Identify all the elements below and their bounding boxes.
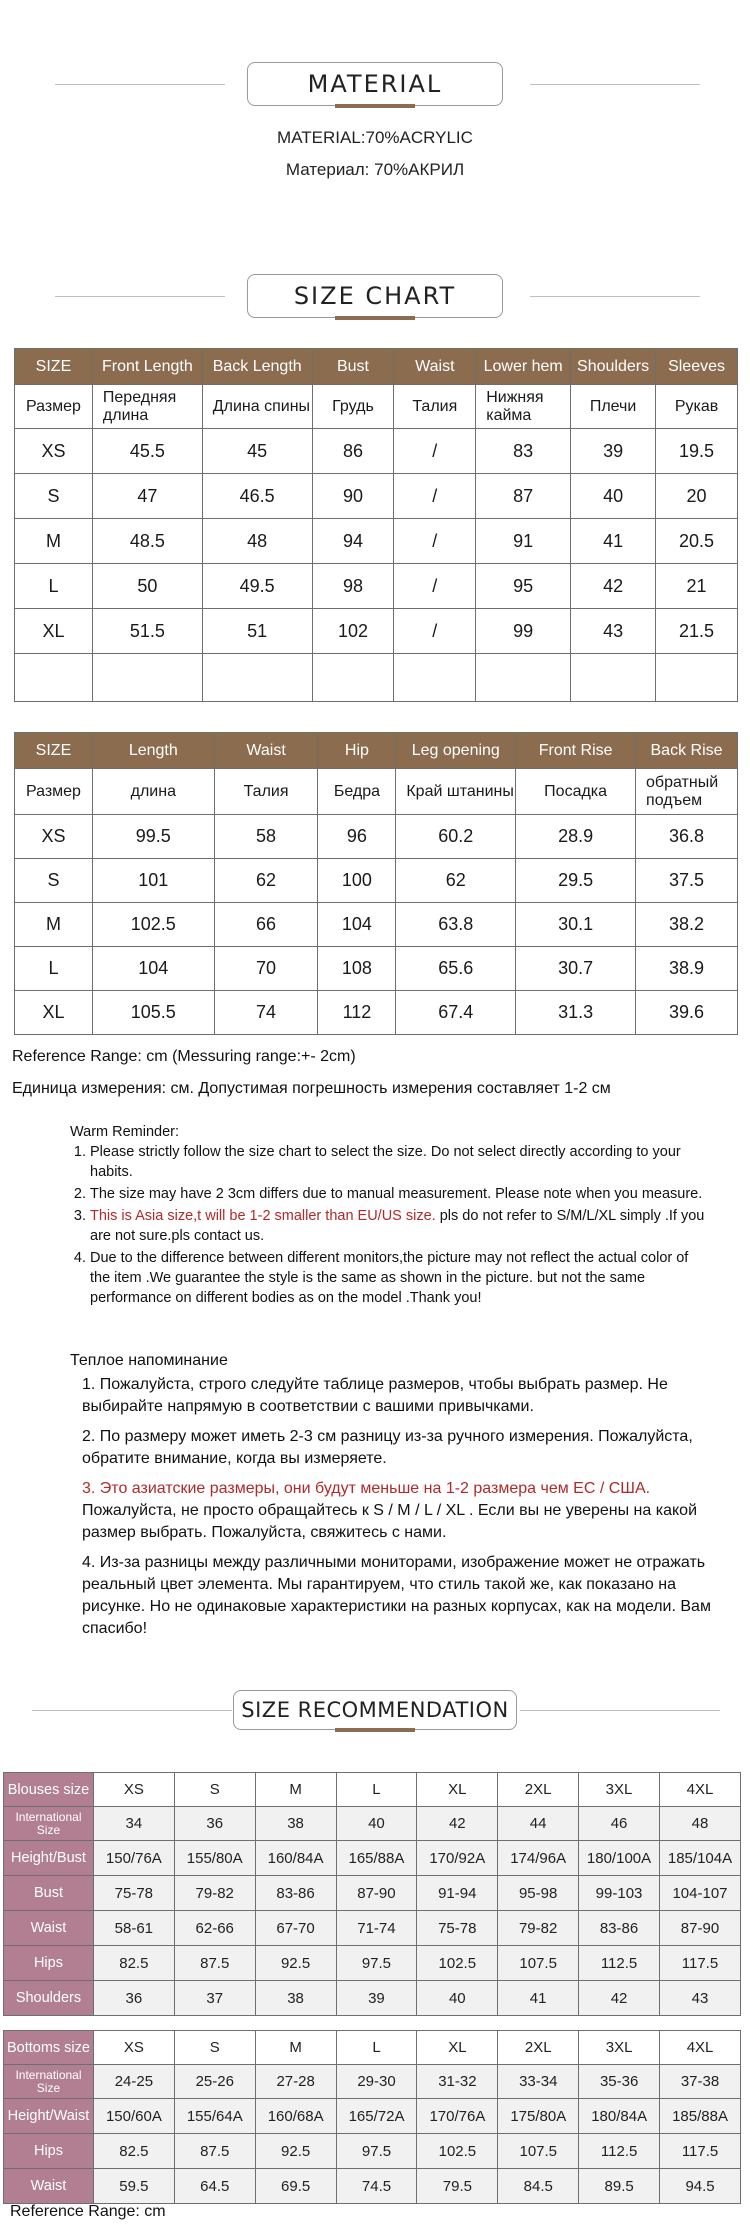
table-cell: 35-36	[579, 2065, 660, 2099]
warm-reminder-en	[70, 1122, 710, 1308]
table-cell: 47	[92, 474, 202, 519]
table-cell: 48.5	[92, 519, 202, 564]
table-row	[15, 474, 738, 519]
table-cell: L	[336, 2031, 417, 2065]
table-cell: 170/76A	[417, 2099, 498, 2134]
table-row	[15, 859, 738, 903]
table-cell: 58	[214, 815, 318, 859]
table-row	[4, 1841, 741, 1876]
table-cell: 62	[214, 859, 318, 903]
table-cell: 104-107	[659, 1876, 740, 1911]
table-row	[4, 2099, 741, 2134]
table-cell: 36.8	[636, 815, 738, 859]
table-cell: 4XL	[660, 2031, 741, 2065]
table-cell: L	[336, 1773, 417, 1807]
table-cell: 33-34	[498, 2065, 579, 2099]
table-cell: L	[15, 947, 93, 991]
table-cell: 19.5	[656, 429, 738, 474]
table-header: SIZE	[15, 733, 93, 769]
table-cell: 29-30	[336, 2065, 417, 2099]
table-cell: 70	[214, 947, 318, 991]
table-header: SIZE	[15, 349, 93, 385]
table-cell: 150/76A	[93, 1841, 174, 1876]
table-cell: 98	[312, 564, 394, 609]
table-cell: 87.5	[174, 1946, 255, 1981]
table-cell: /	[394, 474, 476, 519]
table-cell: S	[15, 859, 93, 903]
table-cell: 38.2	[636, 903, 738, 947]
table-cell: 20.5	[656, 519, 738, 564]
table-row	[4, 1876, 741, 1911]
table-cell: 104	[318, 903, 396, 947]
table-cell: 84.5	[498, 2169, 579, 2204]
table-cell: 99	[476, 609, 571, 654]
reminder-paragraph-ru: 2. По размеру может иметь 2-3 см разницу из-за ручного измерения. Пожалуйста, обратите внимание, когда вы измеряете.	[82, 1428, 693, 1467]
table-row	[4, 1946, 741, 1981]
table-header: Sleeves	[656, 349, 738, 385]
empty-cell	[312, 654, 394, 702]
table-cell: 41	[571, 519, 656, 564]
table-cell: 58-61	[93, 1911, 174, 1946]
material-section-header	[0, 62, 750, 106]
table-cell: 62	[396, 859, 516, 903]
reminder-item: 1. Please strictly follow the size chart to select the size. Do not select directly according to your habits.	[90, 1142, 710, 1182]
table-cell: 170/92A	[417, 1841, 498, 1876]
table-cell: 94.5	[660, 2169, 741, 2204]
table-cell: 102.5	[417, 1946, 498, 1981]
table-row	[15, 903, 738, 947]
table-cell: 155/80A	[174, 1841, 255, 1876]
table-cell: 49.5	[202, 564, 312, 609]
table-cell: 105.5	[92, 991, 214, 1035]
table-cell: 117.5	[659, 1946, 740, 1981]
table-cell: 39	[571, 429, 656, 474]
empty-cell	[92, 654, 202, 702]
reminder-text-ru: Пожалуйста, не просто обращайтесь к S / M / L / XL . Если вы не уверены на какой размер выбрать. Пожалуйста, свяжитесь с нами.	[82, 1502, 697, 1541]
row-label: Hips	[4, 1946, 94, 1981]
table-cell: 40	[336, 1807, 417, 1841]
table-cell: 41	[498, 1981, 579, 2016]
table-cell: XS	[15, 429, 93, 474]
table-cell: 107.5	[498, 2134, 579, 2169]
table-row-empty	[15, 654, 738, 702]
empty-cell	[476, 654, 571, 702]
table-cell: 75-78	[417, 1911, 498, 1946]
table-cell: 101	[92, 859, 214, 903]
bottom-size-table	[14, 732, 738, 1035]
top-size-table	[14, 348, 738, 702]
reminder-item-text: Due to the difference between different monitors,the picture may not reflect the actual color of the item .We guarantee the style is the same as shown in the picture. but not the same performance on different bodies as on the model .Thank you!	[90, 1250, 689, 1306]
table-cell: 46	[579, 1807, 660, 1841]
table-header: Length	[92, 733, 214, 769]
table-cell: 42	[417, 1807, 498, 1841]
table-cell: 38	[255, 1807, 336, 1841]
size-chart-heading-pill	[247, 274, 503, 318]
table-cell: 165/72A	[336, 2099, 417, 2134]
blouses-recommendation-table	[3, 1772, 741, 2016]
table-cell: 95-98	[498, 1876, 579, 1911]
table-header-ru: Размер	[15, 385, 93, 429]
table-cell: 97.5	[336, 1946, 417, 1981]
material-heading: MATERIAL	[307, 70, 443, 98]
empty-cell	[656, 654, 738, 702]
table-cell: 36	[174, 1807, 255, 1841]
table-cell: 185/104A	[659, 1841, 740, 1876]
divider-left	[55, 296, 225, 297]
table-cell: 100	[318, 859, 396, 903]
table-cell: 107.5	[498, 1946, 579, 1981]
table-cell: L	[15, 564, 93, 609]
table-cell: 82.5	[93, 1946, 174, 1981]
row-label: International Size	[4, 1807, 94, 1841]
table-row	[4, 2031, 741, 2065]
table-row	[4, 2134, 741, 2169]
table-cell: 69.5	[255, 2169, 336, 2204]
table-row	[4, 2169, 741, 2204]
table-header: Shoulders	[571, 349, 656, 385]
table-cell: 83-86	[579, 1911, 660, 1946]
table-cell: 74	[214, 991, 318, 1035]
heading-accent-bar	[335, 316, 415, 320]
table-cell: 64.5	[174, 2169, 255, 2204]
table-cell: 91-94	[417, 1876, 498, 1911]
row-label: Bottoms size	[4, 2031, 94, 2065]
table-cell: 92.5	[255, 1946, 336, 1981]
table-cell: 74.5	[336, 2169, 417, 2204]
reference-range-en: Reference Range: cm (Messuring range:+- 2cm)	[12, 1048, 356, 1065]
table-cell: S	[174, 1773, 255, 1807]
row-label: Height/Bust	[4, 1841, 94, 1876]
table-cell: 180/84A	[579, 2099, 660, 2134]
divider-right	[530, 84, 700, 85]
table-cell: 92.5	[255, 2134, 336, 2169]
table-cell: 102.5	[417, 2134, 498, 2169]
table-row	[4, 2065, 741, 2099]
table-cell: 112.5	[579, 1946, 660, 1981]
divider-left	[32, 1710, 232, 1711]
row-label: Shoulders	[4, 1981, 94, 2016]
table-cell: 65.6	[396, 947, 516, 991]
reminder-paragraph-ru	[70, 1478, 720, 1544]
table-header: Front Length	[92, 349, 202, 385]
table-row	[15, 947, 738, 991]
table-row	[15, 815, 738, 859]
table-cell: XS	[93, 1773, 174, 1807]
table-cell: S	[174, 2031, 255, 2065]
table-cell: 79-82	[174, 1876, 255, 1911]
reminder-item-warning: This is Asia size,t will be 1-2 smaller than EU/US size.	[90, 1208, 436, 1224]
table-cell: 160/68A	[255, 2099, 336, 2134]
size-chart-heading: SIZE CHART	[293, 282, 457, 310]
table-cell: 43	[571, 609, 656, 654]
table-header-ru: Размер	[15, 769, 93, 815]
table-cell: 62-66	[174, 1911, 255, 1946]
table-cell: S	[15, 474, 93, 519]
table-header-row	[15, 733, 738, 769]
reminder-item-text: pls do not refer to S/M/L/XL simply .If you are not sure.pls contact us.	[90, 1208, 705, 1244]
row-label: Blouses size	[4, 1773, 94, 1807]
table-header-row-ru	[15, 385, 738, 429]
table-cell: 60.2	[396, 815, 516, 859]
table-cell: 97.5	[336, 2134, 417, 2169]
divider-right	[530, 296, 700, 297]
table-cell: 82.5	[93, 2134, 174, 2169]
reminder-paragraph-ru: 4. Из-за разницы между различными мониторами, изображение может не отражать реальный цвет элемента. Мы гарантируем, что стиль такой же, как показано на рисунке. Но не одинаковые характеристики на разных корпусах, как на модели. Вам спасибо!	[82, 1554, 711, 1637]
row-label: Waist	[4, 2169, 94, 2204]
table-cell: 50	[92, 564, 202, 609]
divider-right	[520, 1710, 720, 1711]
reminder-item	[90, 1184, 710, 1204]
table-cell: 45.5	[92, 429, 202, 474]
table-cell: 102	[312, 609, 394, 654]
table-cell: 30.7	[516, 947, 636, 991]
reminder-item	[90, 1248, 710, 1308]
table-cell: 99.5	[92, 815, 214, 859]
size-recommendation-section-header	[0, 1690, 750, 1730]
table-cell: 2XL	[498, 2031, 579, 2065]
table-cell: 59.5	[93, 2169, 174, 2204]
table-header-ru: длина	[92, 769, 214, 815]
table-cell: 102.5	[92, 903, 214, 947]
reminder-title-ru: Теплое напоминание	[70, 1352, 228, 1369]
size-recommendation-heading-pill	[233, 1690, 517, 1730]
table-cell: 45	[202, 429, 312, 474]
table-cell: 39.6	[636, 991, 738, 1035]
table-cell: 108	[318, 947, 396, 991]
material-line-ru: Материал: 70%АКРИЛ	[285, 160, 465, 179]
empty-cell	[394, 654, 476, 702]
table-cell: 117.5	[660, 2134, 741, 2169]
table-cell: 83	[476, 429, 571, 474]
table-cell: 175/80A	[498, 2099, 579, 2134]
table-cell: 44	[498, 1807, 579, 1841]
table-cell: 21.5	[656, 609, 738, 654]
table-cell: XL	[15, 991, 93, 1035]
table-cell: 67-70	[255, 1911, 336, 1946]
table-cell: 28.9	[516, 815, 636, 859]
empty-cell	[202, 654, 312, 702]
table-cell: 112	[318, 991, 396, 1035]
table-cell: /	[394, 429, 476, 474]
reminder-item-text: The size may have 2 3cm differs due to manual measurement. Please note when you measure.	[90, 1186, 703, 1202]
table-cell: /	[394, 609, 476, 654]
divider-left	[55, 84, 225, 85]
reminder-title: Warm Reminder:	[70, 1124, 180, 1140]
row-label: Hips	[4, 2134, 94, 2169]
table-cell: 75-78	[93, 1876, 174, 1911]
table-cell: 165/88A	[336, 1841, 417, 1876]
table-cell: 27-28	[255, 2065, 336, 2099]
table-cell: 89.5	[579, 2169, 660, 2204]
table-header-ru: Талия	[394, 385, 476, 429]
reminder-warning-ru: 3. Это азиатские размеры, они будут меньше на 1-2 размера чем EC / США.	[82, 1480, 651, 1497]
heading-accent-bar	[335, 104, 415, 108]
table-cell: 42	[571, 564, 656, 609]
table-cell: 180/100A	[579, 1841, 660, 1876]
size-chart-section-header	[0, 274, 750, 318]
table-cell: XL	[15, 609, 93, 654]
table-cell: 51	[202, 609, 312, 654]
table-cell: 63.8	[396, 903, 516, 947]
table-cell: 91	[476, 519, 571, 564]
table-cell: 86	[312, 429, 394, 474]
table-cell: 51.5	[92, 609, 202, 654]
table-cell: 87-90	[336, 1876, 417, 1911]
table-header-row	[15, 349, 738, 385]
reference-range-bottom: Reference Range: cm	[10, 2203, 166, 2220]
table-cell: /	[394, 519, 476, 564]
table-cell: 37	[174, 1981, 255, 2016]
table-cell: M	[255, 1773, 336, 1807]
table-cell: 36	[93, 1981, 174, 2016]
table-cell: 37-38	[660, 2065, 741, 2099]
table-cell: 112.5	[579, 2134, 660, 2169]
table-cell: 79.5	[417, 2169, 498, 2204]
table-cell: 87.5	[174, 2134, 255, 2169]
table-cell: 4XL	[659, 1773, 740, 1807]
table-header-ru: Посадка	[516, 769, 636, 815]
heading-accent-bar	[335, 1728, 415, 1732]
table-header-ru: Рукав	[656, 385, 738, 429]
row-label: International Size	[4, 2065, 94, 2099]
row-label: Waist	[4, 1911, 94, 1946]
table-row	[4, 1981, 741, 2016]
table-cell: 42	[579, 1981, 660, 2016]
table-row	[4, 1773, 741, 1807]
table-header: Waist	[214, 733, 318, 769]
table-cell: M	[255, 2031, 336, 2065]
table-cell: 25-26	[174, 2065, 255, 2099]
table-cell: 185/88A	[660, 2099, 741, 2134]
table-cell: 24-25	[93, 2065, 174, 2099]
warm-reminder-ru	[70, 1350, 720, 1648]
table-cell: 104	[92, 947, 214, 991]
table-header: Bust	[312, 349, 394, 385]
table-cell: 46.5	[202, 474, 312, 519]
table-header-ru: Длина спины	[202, 385, 312, 429]
table-cell: 37.5	[636, 859, 738, 903]
reminder-item	[90, 1206, 710, 1246]
table-cell: 95	[476, 564, 571, 609]
table-cell: XS	[15, 815, 93, 859]
table-header: Lower hem	[476, 349, 571, 385]
table-cell: 83-86	[255, 1876, 336, 1911]
empty-cell	[571, 654, 656, 702]
table-cell: 79-82	[498, 1911, 579, 1946]
table-header-ru: Талия	[214, 769, 318, 815]
table-cell: XS	[93, 2031, 174, 2065]
table-cell: M	[15, 519, 93, 564]
table-cell: 29.5	[516, 859, 636, 903]
table-header: Back Rise	[636, 733, 738, 769]
table-cell: 40	[417, 1981, 498, 2016]
table-cell: 150/60A	[93, 2099, 174, 2134]
material-line-en: MATERIAL:70%ACRYLIC	[277, 128, 473, 147]
table-header-ru: Нижняя кайма	[476, 385, 571, 429]
reminder-paragraph-ru: 1. Пожалуйста, строго следуйте таблице размеров, чтобы выбрать размер. Не выбирайте напрямую в соответствии с вашими привычками.	[82, 1376, 668, 1415]
table-cell: 99-103	[579, 1876, 660, 1911]
table-cell: 39	[336, 1981, 417, 2016]
table-cell: 38.9	[636, 947, 738, 991]
table-cell: 21	[656, 564, 738, 609]
table-cell: 31-32	[417, 2065, 498, 2099]
table-cell: 87-90	[659, 1911, 740, 1946]
table-cell: 30.1	[516, 903, 636, 947]
reference-range-ru: Единица измерения: см. Допустимая погрешность измерения составляет 1-2 см	[12, 1080, 611, 1097]
table-cell: /	[394, 564, 476, 609]
empty-cell	[15, 654, 93, 702]
size-recommendation-heading: SIZE RECOMMENDATION	[241, 1698, 509, 1722]
table-row	[4, 1807, 741, 1841]
table-cell: 34	[93, 1807, 174, 1841]
row-label: Height/Waist	[4, 2099, 94, 2134]
table-row	[15, 564, 738, 609]
table-cell: 38	[255, 1981, 336, 2016]
table-cell: 155/64A	[174, 2099, 255, 2134]
table-header-ru: Передняя длина	[92, 385, 202, 429]
table-row	[4, 1911, 741, 1946]
row-label: Bust	[4, 1876, 94, 1911]
table-header-row-ru	[15, 769, 738, 815]
table-cell: 31.3	[516, 991, 636, 1035]
table-header: Hip	[318, 733, 396, 769]
table-row	[15, 991, 738, 1035]
table-cell: 3XL	[579, 2031, 660, 2065]
table-cell: 48	[202, 519, 312, 564]
table-cell: 96	[318, 815, 396, 859]
table-header-ru: Край штанины	[396, 769, 516, 815]
table-cell: 94	[312, 519, 394, 564]
table-cell: 3XL	[579, 1773, 660, 1807]
table-cell: 87	[476, 474, 571, 519]
table-header: Leg opening	[396, 733, 516, 769]
table-header: Front Rise	[516, 733, 636, 769]
table-row	[15, 519, 738, 564]
table-cell: 40	[571, 474, 656, 519]
table-header-ru: Плечи	[571, 385, 656, 429]
table-row	[15, 429, 738, 474]
table-cell: 48	[659, 1807, 740, 1841]
table-cell: 20	[656, 474, 738, 519]
reminder-list	[70, 1142, 710, 1308]
table-cell: 90	[312, 474, 394, 519]
table-header: Back Length	[202, 349, 312, 385]
table-cell: M	[15, 903, 93, 947]
table-cell: 67.4	[396, 991, 516, 1035]
material-heading-pill	[247, 62, 503, 106]
table-cell: 71-74	[336, 1911, 417, 1946]
table-cell: 174/96A	[498, 1841, 579, 1876]
table-cell: 160/84A	[255, 1841, 336, 1876]
table-cell: XL	[417, 1773, 498, 1807]
table-header-ru: Грудь	[312, 385, 394, 429]
table-cell: XL	[417, 2031, 498, 2065]
table-row	[15, 609, 738, 654]
table-header-ru: обратный подъем	[636, 769, 738, 815]
table-cell: 2XL	[498, 1773, 579, 1807]
table-cell: 43	[659, 1981, 740, 2016]
table-header: Waist	[394, 349, 476, 385]
table-cell: 66	[214, 903, 318, 947]
table-header-ru: Бедра	[318, 769, 396, 815]
bottoms-recommendation-table	[3, 2030, 741, 2204]
